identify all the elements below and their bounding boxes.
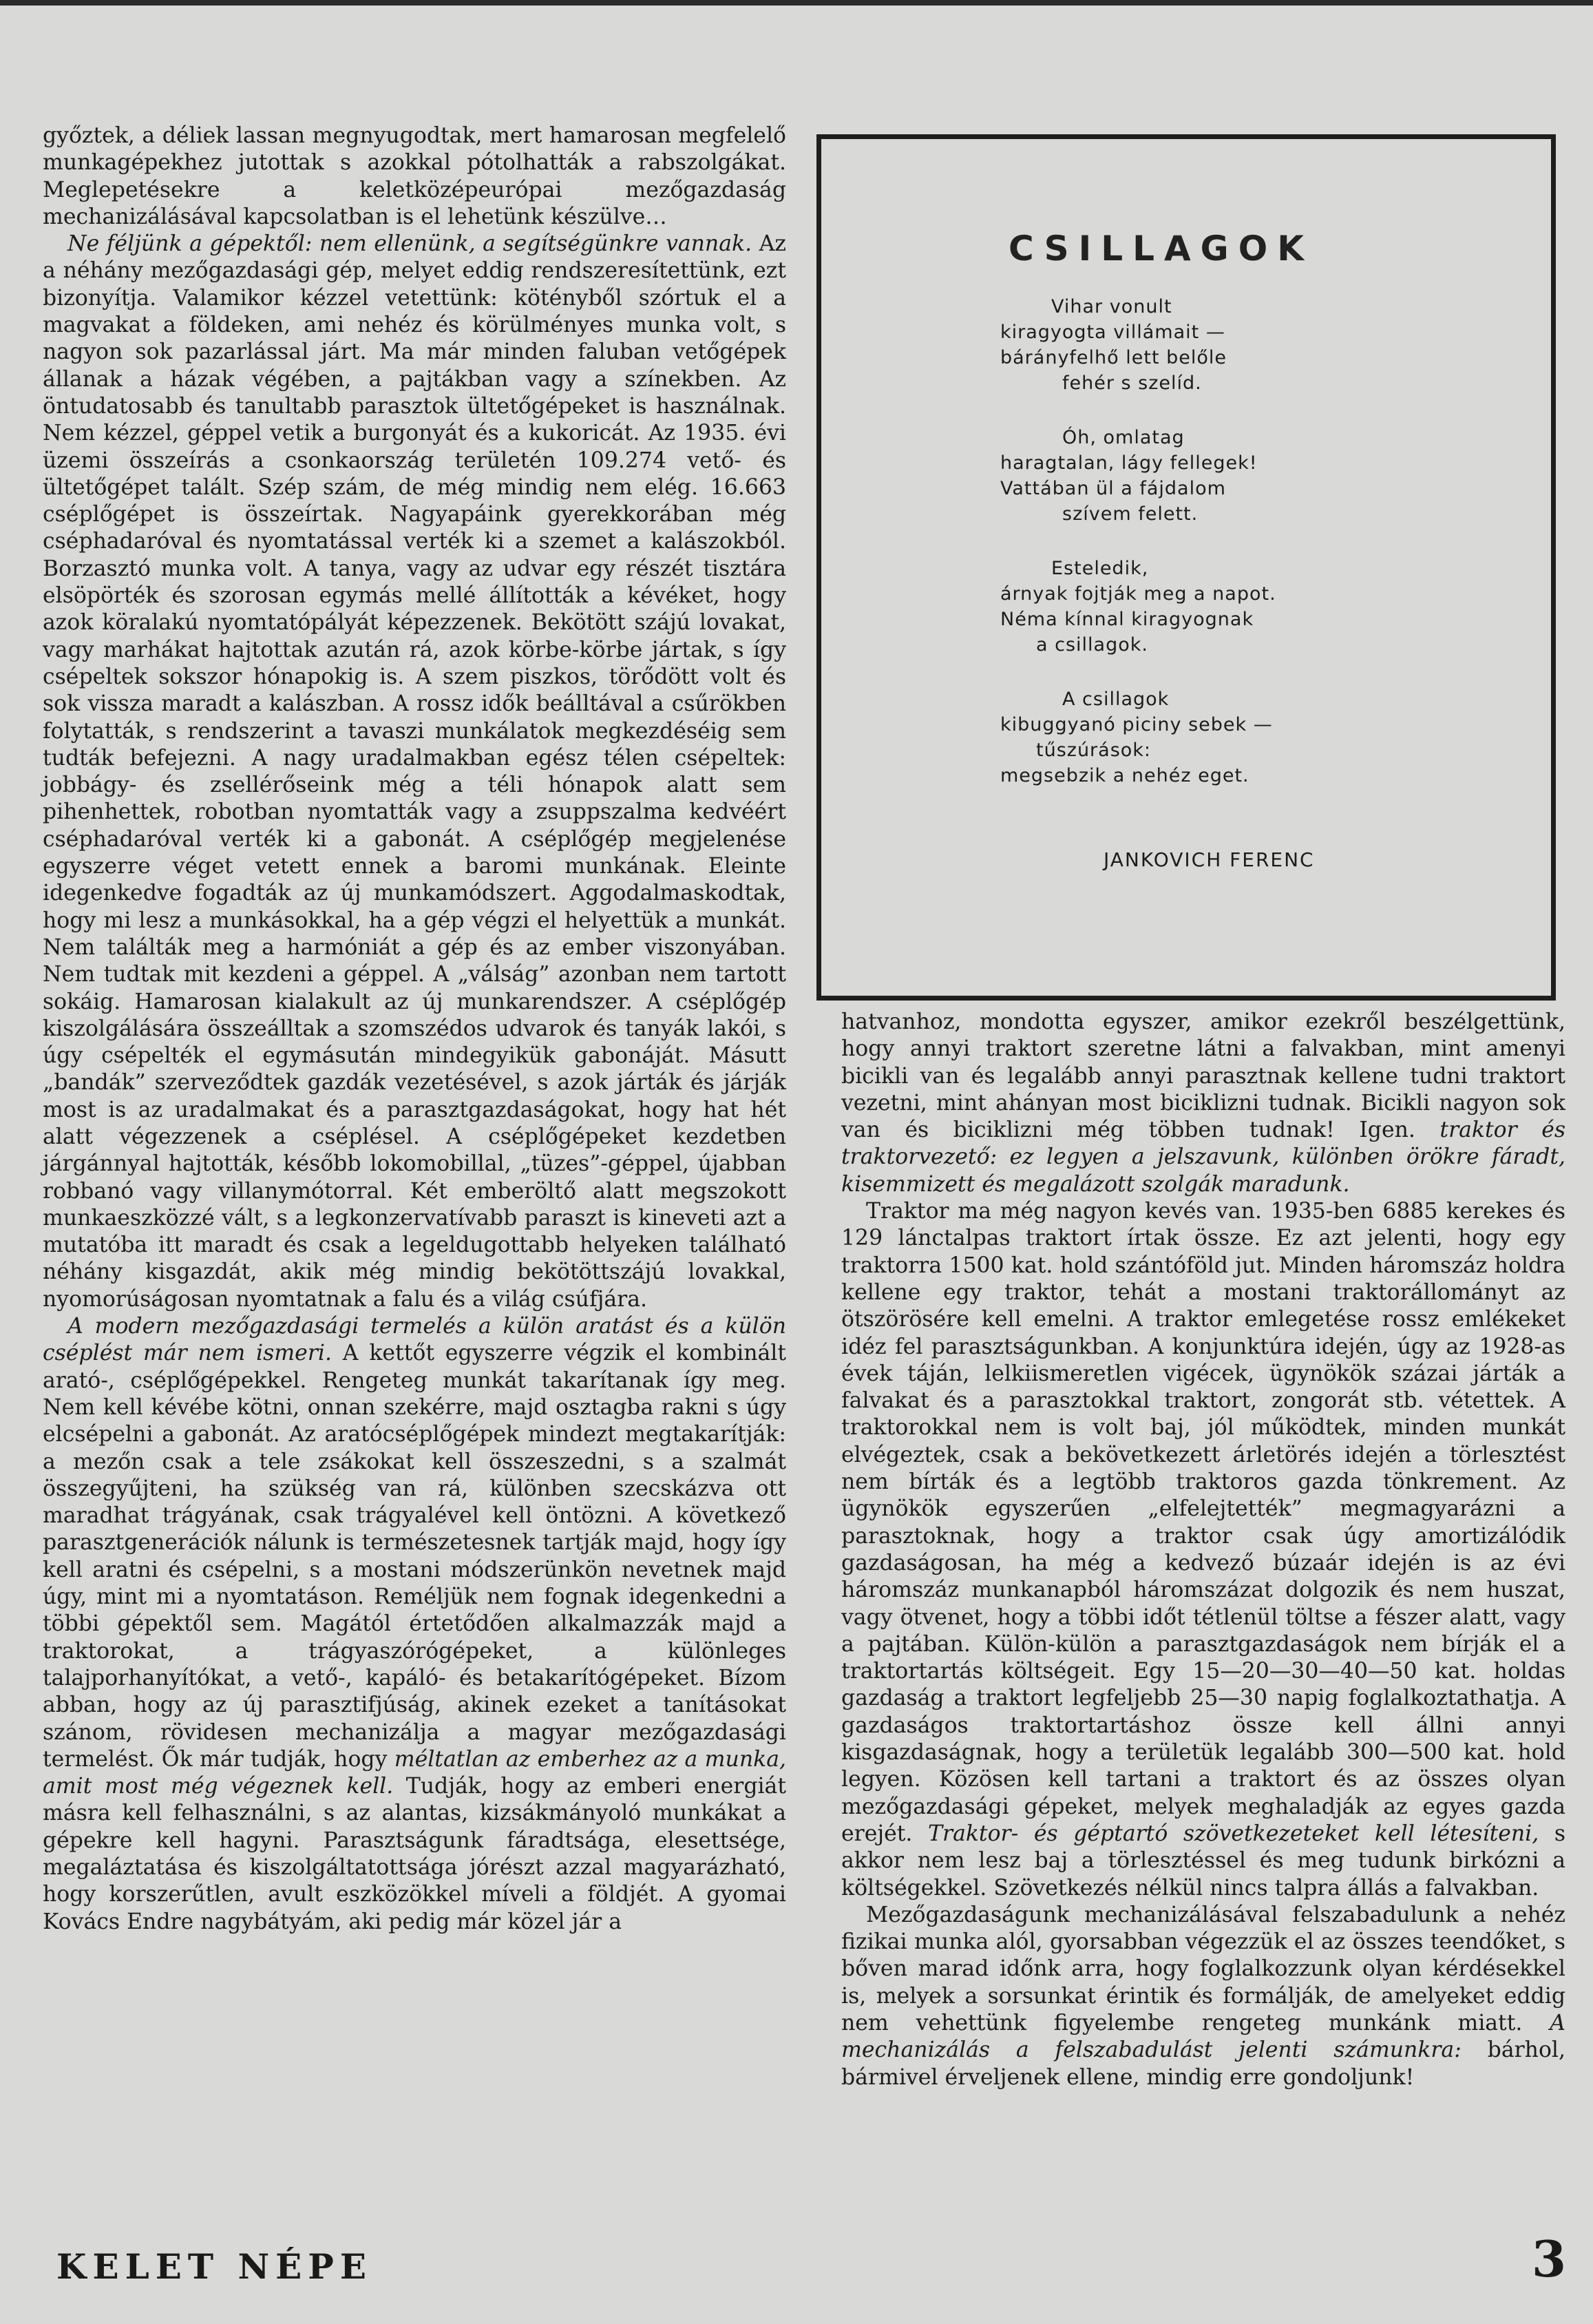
emphasis-text: Ne féljünk a gépektől: nem ellenünk, a segítségünkre vannak. — [67, 231, 752, 257]
poem-stanza — [1000, 425, 1482, 527]
right-paragraph — [841, 1902, 1565, 2091]
left-paragraph: győztek, a déliek lassan megnyugodtak, mert hamarosan megfelelő munkagépekhez jutottak s azokkal pótolhatták a rabszolgákat. Meglepetésekre a keletközépeurópai mezőgazdaság mechanizálásával kapcsolatban is el lehetünk készülve… — [43, 123, 786, 229]
poem-title: CSILLAGOK — [1009, 229, 1314, 269]
poem-line: Esteledik, — [1051, 558, 1149, 579]
body-text: Traktor ma még nagyon kevés van. 1935-ben 6885 kerekes és 129 lánctalpas traktort írtak össze. Ez azt jelenti, hogy egy traktorra 1500 kat. hold szántóföld jut. Minden háromszáz holdra kellene egy traktor, tehát a mostani traktorállományt az ötszörösére kell emelni. A traktor emlegetése rossz emlékeket idéz fel parasztságunkban. A konjunktúra idején, úgy az 1928-as évek táján, lelkiismeretlen vigécek, ügynökök százai járták a falvakat és a parasztokkal traktort, zongorát stb. vétettek. A traktorokkal nem is volt baj, jól működtek, minden munkát elvégeztek, csak a bekövetkezett árletörés idején a törlesztést nem bírták és a legtöbb traktoros gazda tönkrement. Az ügynökök egyszerűen „elfelejtették” megmagyarázni a parasztoknak, hogy a traktor csak úgy amortizálódik gazdaságosan, ha még a kedvező búzaár idején is az évi háromszáz munkanapból háromszázat dolgozik és nem huszat, vagy ötvenet, hogy a többi időt tétlenül töltse a fészer alatt, vagy a pajtában. Külön-külön a parasztgazdaságok nem bírják el a traktortartás költségeit. Egy 15—20—30—40—50 kat. holdas gazdaság a traktort legfeljebb 25—30 napig foglalkoztathatja. A gazdaságos traktortartáshoz össze kell állni annyi kisgazdaságnak, hogy a területük legalább 300—500 kat. hold legyen. Közösen kell tartani a traktort és az összes olyan mezőgazdasági gépeket, melyek meghaladják az egyes gazda erejét. — [841, 1199, 1565, 1846]
poem-line: kiragyogta villámait — — [1000, 322, 1225, 343]
right-column — [841, 1009, 1565, 2091]
poem-body — [1000, 294, 1482, 817]
poem-line: a csillagok. — [1036, 634, 1148, 656]
poem-line: Néma kínnal kiragyognak — [1000, 609, 1254, 630]
poem-author: JANKOVICH FERENC — [1104, 848, 1315, 871]
poem-line: Óh, omlatag — [1062, 427, 1185, 448]
poem-stanza — [1000, 687, 1482, 788]
body-text: A kettőt egyszerre végzik el kombinált arató-, cséplőgépekkel. Rengeteg munkát takarítanak így meg. Nem kell kévébe kötni, onnan szekérre, majd osztagba rakni s úgy elcsépelni a gabonát. Az aratócséplőgépek mindezt megtakarítják: a mezőn csak a tele zsákokat kell összeszedni, s a szalmát összegyűjteni, ha szükség van rá, különben szecskázva ott maradhat trágyának, csak trágyalével kell öntözni. A következő parasztgenerációk nálunk is természetesnek tartják majd, hogy így kell aratni és csépelni, s a mostani módszerünkön nevetnek majd úgy, mint mi a nyomtatáson. Reméljük nem fognak idegenkedni a többi gépektől sem. Magától értetődően alkalmazzák majd a traktorokat, a trágyaszórógépeket, a különleges talajporhanyítókat, a vető-, kapáló- és betakarítógépeket. Bízom abban, hogy az új parasztifjúság, akinek ezeket a tanításokat szánom, rövidesen mechanizálja a magyar mezőgazdasági termelést. Ők már tudják, hogy — [43, 1341, 787, 1772]
poem-line: kibuggyanó piciny sebek — — [1000, 714, 1273, 735]
poem-line: tűszúrások: — [1036, 740, 1152, 761]
publication-title: KELET NÉPE — [56, 2246, 372, 2287]
poem-line: fehér s szelíd. — [1062, 373, 1202, 394]
left-column — [43, 123, 786, 1936]
body-text: bárhol, bármivel érveljenek ellene, mindig erre gondoljunk! — [841, 2038, 1566, 2090]
right-paragraph — [841, 1009, 1565, 1198]
body-text: Mezőgazdaságunk mechanizálásával felszabadulunk a nehéz fizikai munka alól, gyorsabban végezzük el az összes teendőket, s bőven marad időnk arra, hogy foglalkozzunk olyan kérdésekkel is, melyek a sorsunkat érintik és formálják, de amelyeket eddig nem vehettünk figyelembe rengeteg munkánk miatt. — [841, 1902, 1565, 2035]
body-text: Tudják, hogy az emberi energiát másra kell felhasználni, s az alantas, kizsákmányoló munkákat a gépekre kell hagyni. Parasztságunk fáradtsága, elesettsége, megaláztatása és kiszolgáltatottsága jórészt azzal magyarázható, hogy korszerűtlen, avult eszközökkel míveli a földjét. A gyomai Kovács Endre nagybátyám, aki pedig már közel jár a — [43, 1774, 786, 1934]
emphasis-text: A mechanizálás a felszabadulást jelenti számunkra: — [841, 2010, 1565, 2063]
poem-line: Vihar vonult — [1051, 296, 1172, 317]
emphasis-text: Traktor- és géptartó szövetkezeteket kell létesíteni, — [928, 1821, 1539, 1846]
poem-line: A csillagok — [1062, 689, 1170, 710]
top-rule — [0, 0, 1593, 6]
emphasis-text: A modern mezőgazdasági termelés a külön aratást és a külön cséplést már nem ismeri. — [43, 1314, 786, 1366]
poem-line: szívem felett. — [1062, 503, 1199, 525]
poem-box — [816, 134, 1556, 1001]
poem-line: haragtalan, lágy fellegek! — [1000, 452, 1258, 474]
poem-line: megsebzik a nehéz eget. — [1000, 765, 1249, 786]
poem-line: bárányfelhő lett belőle — [1000, 347, 1227, 368]
left-paragraph — [43, 231, 786, 1313]
page-number: 3 — [1532, 2230, 1567, 2288]
left-paragraph — [43, 1313, 786, 1936]
emphasis-text: méltatlan az emberhez az a munka, amit most még végeznek kell. — [43, 1746, 786, 1799]
body-text: hatvanhoz, mondotta egyszer, amikor ezekről beszélgettünk, hogy annyi traktort szeretne látni a falvakban, mint amenyi bicikli van és legalább annyi parasztnak kellene tudni traktort vezetni, mint ahányan most biciklizni tudnak. Bicikli nagyon sok van és biciklizni még többen tudnak! Igen. — [841, 1009, 1565, 1143]
body-text: Az a néhány mezőgazdasági gép, melyet eddig rendszeresítettünk, ezt bizonyítja. Valamikor kézzel vetettünk: kötényből szórtuk el a magvakat a földeken, ami nehéz és körülményes munka volt, s nagyon sok pazarlással járt. Ma már minden faluban vetőgépek állanak a házak végében, a pajtákban vagy a színekben. Az öntudatosabb és tanultabb parasztok ültetőgépeket is használnak. Nem kézzel, géppel vetik a burgonyát és a kukoricát. Az 1935. évi üzemi összeírás a csonkaország területén 109.274 vető- és ültetőgépet talált. Szép szám, de még mindig nem elég. 16.663 cséplőgépet is összeírtak. Nagyapáink gyerekkorában még cséphadaróval és nyomtatással verték ki a szemet a kalászokból. Borzasztó munka volt. A tanya, vagy az udvar egy részét tisztára elsöpörték és szorosan egymás mellé állították a kévéket, hogy azok köralakú nyomtatópályát képezzenek. Bekötött szájú lovakat, vagy marhákat hajtottak azután rá, azok körbe-körbe jártak, s így csépeltek sokszor hónapokig is. A szem piszkos, törődött volt és sok vissza maradt a kalászban. A rossz idők beálltával a csűrökben folytatták, s rendszerint a tavaszi munkálatok megkezdéséig sem tudták befejezni. A nagy uradalmakban egész télen csépeltek: jobbágy- és zsellérőseink még a téli hónapok alatt sem pihenhettek, robotban nyomtatták vagy a zsuppszalma kedvéért cséphadaróval verték ki a gabonát. A cséplőgép megjelenése egyszerre véget vetett ennek a baromi munkának. Eleinte idegenkedve fogadták az új munkamódszert. Aggodalmaskodtak, hogy mi lesz a munkásokkal, ha a gép végzi el helyettük a munkát. Nem találták meg a harmóniát a gép és az ember viszonyában. Nem tudtak mit kezdeni a géppel. A „válság” azonban nem tartott sokáig. Hamarosan kialakult az új munkarendszer. A cséplőgép kiszolgálására összeálltak a szomszédos udvarok és tanyák lakói, s úgy csépelték el egymásután mindegyikük gabonáját. Másutt „bandák” szerveződtek gazdák vezetésével, s azok járták és járják most is az uradalmakat és a parasztgazdaságokat, hogy hat hét alatt végezzenek a cséplésel. A cséplőgépeket kezdetben járgánnyal hajtották, később lokomobillal, „tüzes”-géppel, újabban robbanó vagy villanymótorral. Két emberöltő alatt megszokott munkaeszközzé vált, s a legkonzervatívabb paraszt is kineveti azt a mutatóba itt maradt és csak a legeldugottabb helyeken található néhány kisgazdát, akik még mindig bekötöttszájú lovakkal, nyomorúságosan nyomtatnak a falu és a világ csúfjára. — [43, 231, 787, 1312]
poem-line: árnyak fojtják meg a napot. — [1000, 583, 1276, 605]
poem-line: Vattában ül a fájdalom — [1000, 478, 1226, 499]
poem-stanza — [1000, 556, 1482, 658]
emphasis-text: traktor és traktorvezető: ez legyen a jelszavunk, különben örökre fáradt, kisemmizett és megalázott szolgák maradunk. — [841, 1118, 1566, 1197]
right-paragraph — [841, 1198, 1565, 1902]
poem-stanza — [1000, 294, 1482, 396]
body-text: s akkor nem lesz baj a törlesztéssel és meg tudunk birkózni a költségekkel. Szövetkezés nélkül nincs talpra állás a falvakban. — [841, 1821, 1566, 1901]
